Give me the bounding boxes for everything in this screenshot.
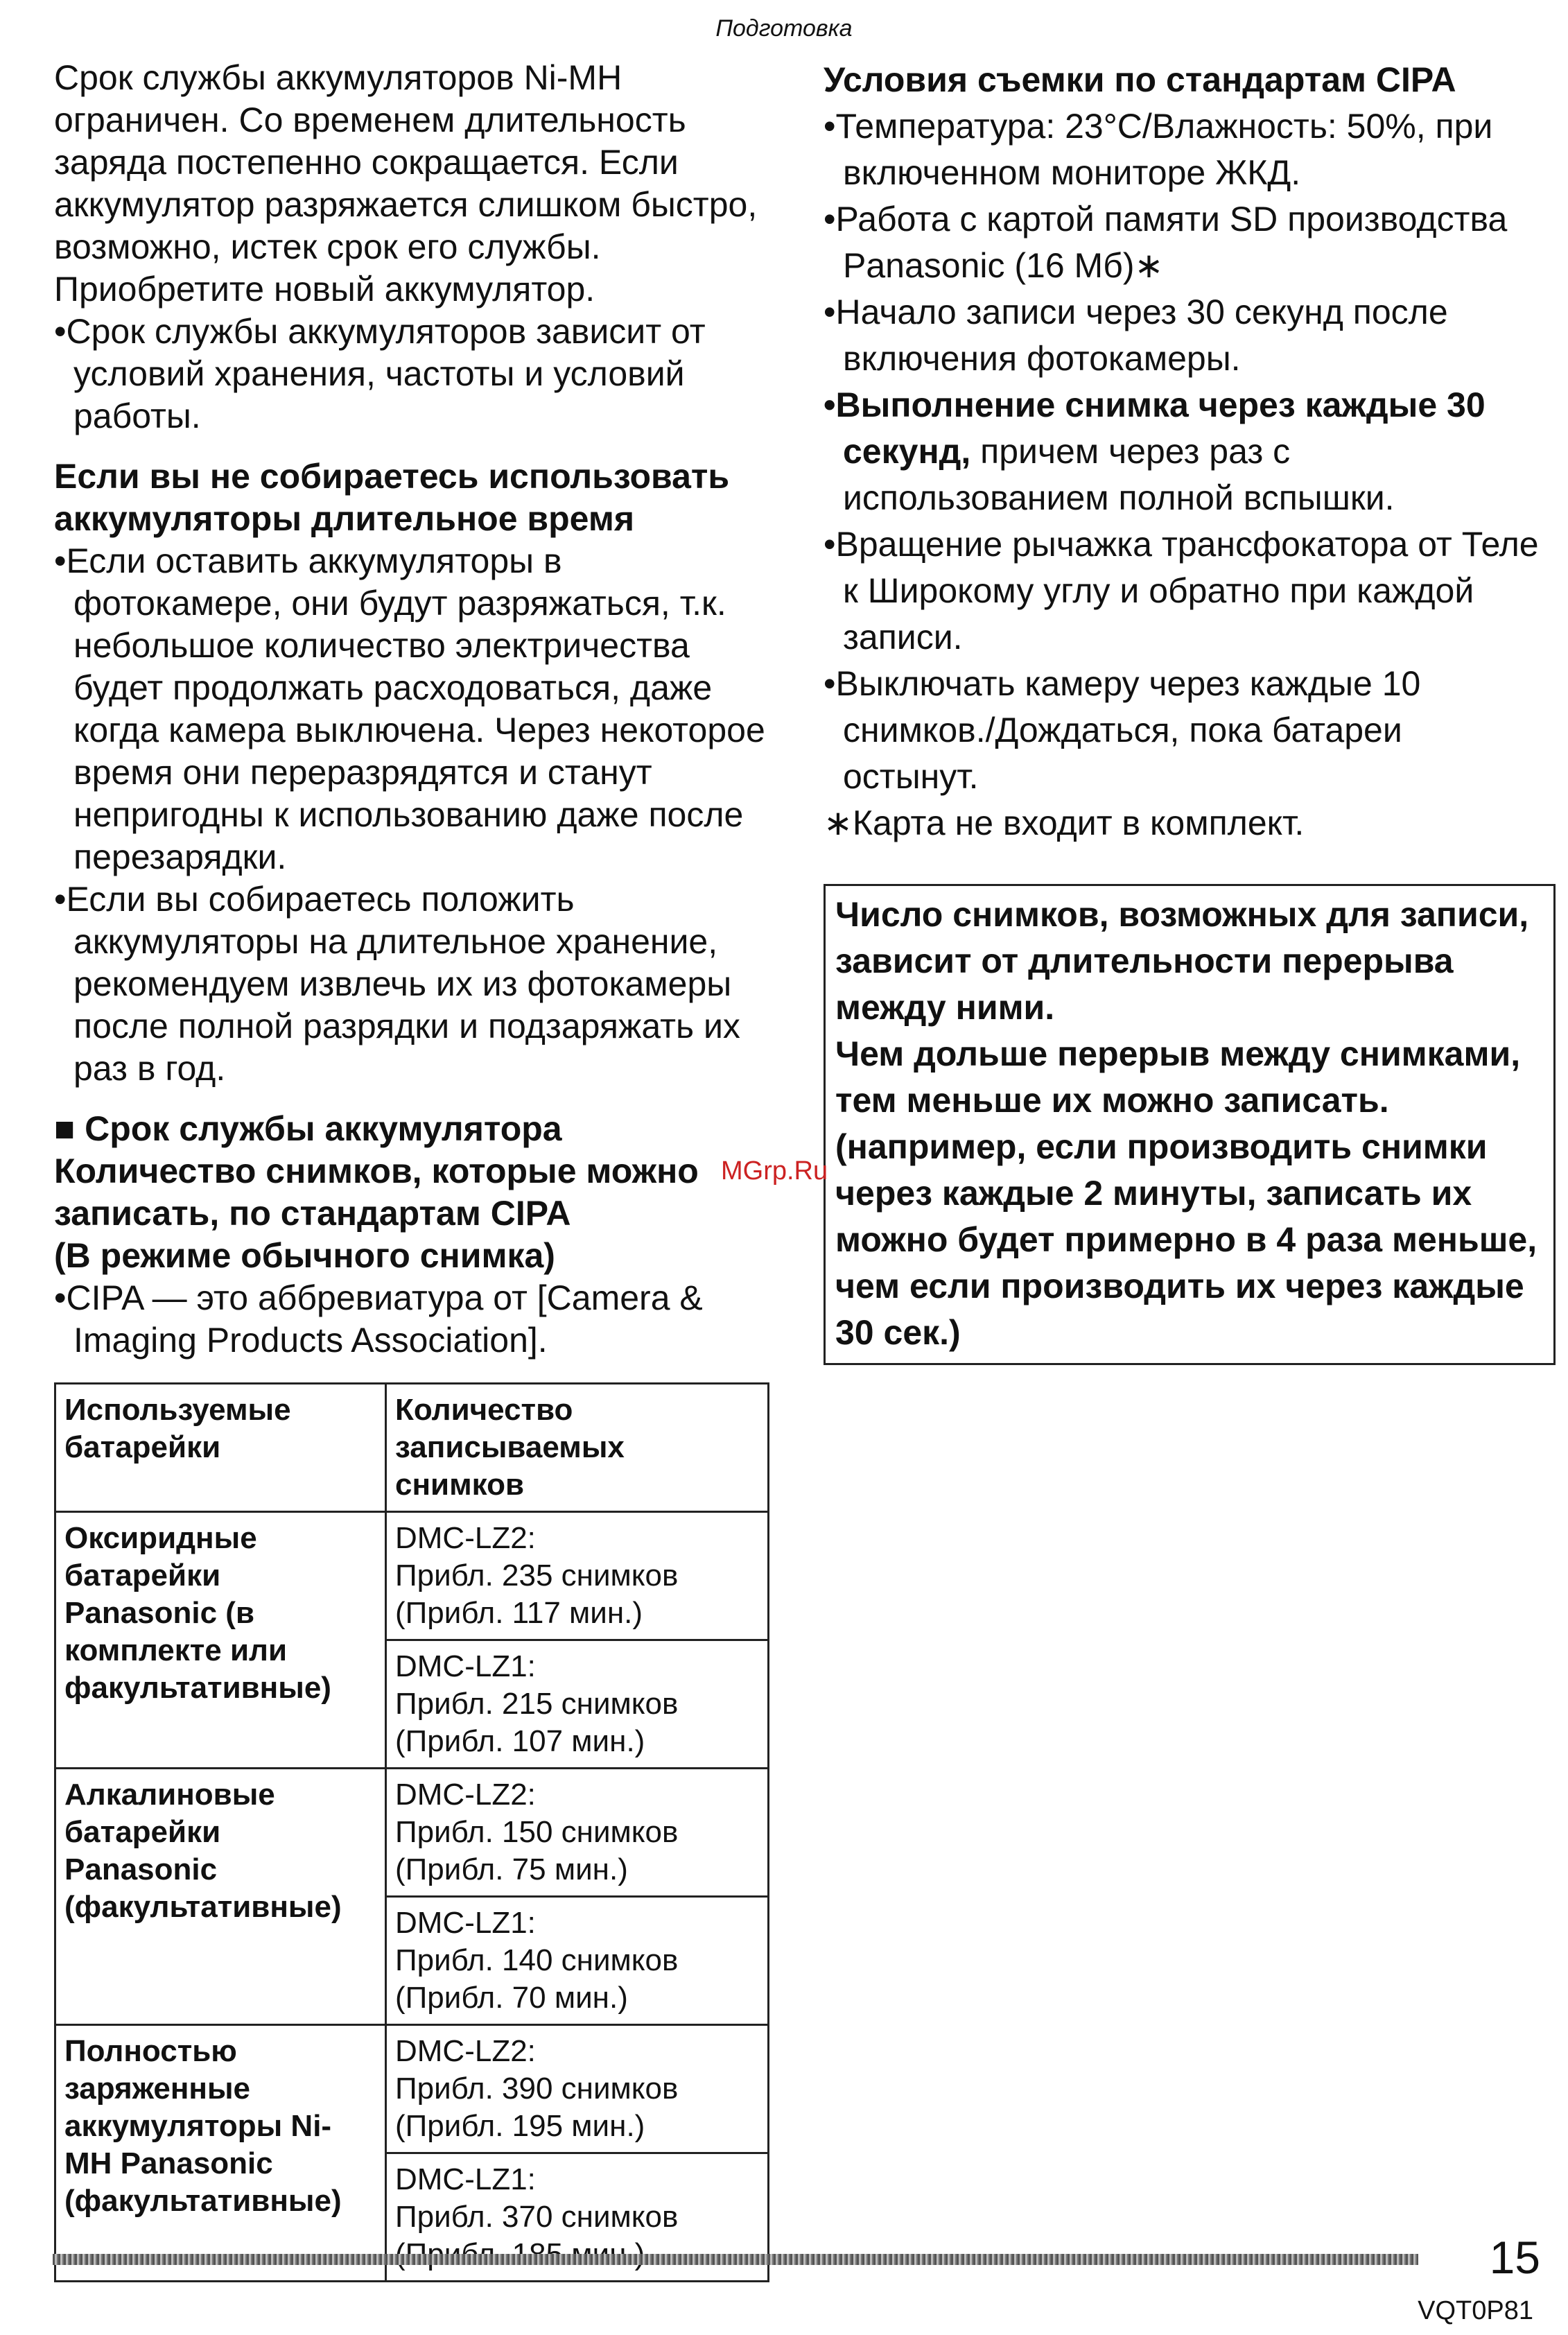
model-label: DMC-LZ1: xyxy=(395,1649,536,1683)
page-header: Подготовка xyxy=(715,15,853,42)
condition-interval-bold: •Выполнение снимка через каждые 30 секунд, xyxy=(824,385,1486,471)
shots-count: Прибл. 140 снимков xyxy=(395,1943,679,1977)
left-column xyxy=(54,57,775,2282)
shots-cell xyxy=(386,1769,769,1897)
footer-bar xyxy=(53,2254,1418,2265)
condition-interval xyxy=(824,382,1544,521)
condition-start: •Начало записи через 30 секунд после включения фотокамеры. xyxy=(824,293,1448,378)
condition-sd-card: •Работа с картой памяти SD производства Panasonic (16 Мб)∗ xyxy=(824,200,1508,285)
footnote-card: ∗Карта не входит в комплект. xyxy=(824,804,1305,842)
model-label: DMC-LZ1: xyxy=(395,2162,536,2196)
section-subtitle: Количество снимков, которые можно записать, по стандартам CIPA xyxy=(54,1152,699,1233)
shots-time: (Прибл. 117 мин.) xyxy=(395,1596,643,1630)
battery-type: Оксиридные батарейки Panasonic (в комплекте или факультативные) xyxy=(55,1512,386,1769)
shots-cell xyxy=(386,1897,769,2025)
cipa-conditions-heading: Условия съемки по стандартам CIPA xyxy=(824,60,1456,99)
note-paragraph-3: (например, если производить снимки через каждые 2 минуты, записать их можно будет примерно в 4 раза меньше, чем если производить их через каждые 30 сек.) xyxy=(835,1127,1537,1352)
table-row xyxy=(55,2025,769,2153)
shots-time: (Прибл. 75 мин.) xyxy=(395,1852,628,1886)
page-number: 15 xyxy=(1489,2232,1540,2283)
condition-temperature: •Температура: 23°C/Влажность: 50%, при включенном мониторе ЖКД. xyxy=(824,107,1493,192)
intro-paragraph: Срок службы аккумуляторов Ni-MH ограничен. Со временем длительность заряда постепенно сокращается. Если аккумулятор разряжается слишком быстро, возможно, истек срок его службы. Приобретите новый аккумулятор. xyxy=(54,58,758,309)
shots-time: (Прибл. 70 мин.) xyxy=(395,1981,628,2015)
shots-cell xyxy=(386,2025,769,2153)
page-code: VQT0P81 xyxy=(1418,2296,1533,2325)
bullet-discharge: •Если оставить аккумуляторы в фотокамере, они будут разряжаться, т.к. небольшое количество электричества будет продолжать расходоваться, даже когда камера выключена. Через некоторое время они переразрядятся и станут непригодны к использованию даже после перезарядки. xyxy=(54,541,765,876)
condition-zoom: •Вращение рычажка трансфокатора от Теле к Широкому углу и обратно при каждой записи. xyxy=(824,525,1539,657)
note-paragraph-1: Число снимков, возможных для записи, зависит от длительности перерыва между ними. xyxy=(835,895,1529,1027)
shots-count: Прибл. 390 снимков xyxy=(395,2072,679,2106)
table-header-row xyxy=(55,1384,769,1512)
shots-count: Прибл. 235 снимков xyxy=(395,1559,679,1592)
table-header-battery: Используемые батарейки xyxy=(55,1384,386,1512)
model-label: DMC-LZ2: xyxy=(395,2034,536,2068)
section-mode: (В режиме обычного снимка) xyxy=(54,1236,555,1275)
shots-time: (Прибл. 195 мин.) xyxy=(395,2109,645,2143)
right-column xyxy=(824,57,1544,847)
model-label: DMC-LZ2: xyxy=(395,1778,536,1812)
shots-count: Прибл. 370 снимков xyxy=(395,2200,679,2234)
interval-note-box xyxy=(824,884,1556,1365)
model-label: DMC-LZ1: xyxy=(395,1906,536,1940)
shots-cell xyxy=(386,1640,769,1769)
bullet-lifetime: •Срок службы аккумуляторов зависит от условий хранения, частоты и условий работы. xyxy=(54,312,706,435)
shots-cell xyxy=(386,1512,769,1640)
note-paragraph-2: Чем дольше перерыв между снимками, тем меньше их можно записать. xyxy=(835,1034,1521,1120)
section-title: ■ Срок службы аккумулятора xyxy=(54,1109,562,1148)
battery-table xyxy=(54,1382,769,2282)
shots-count: Прибл. 150 снимков xyxy=(395,1815,679,1849)
condition-power-off: •Выключать камеру через каждые 10 снимков./Дождаться, пока батареи остынут. xyxy=(824,664,1421,796)
battery-type: Полностью заряженные аккумуляторы Ni-MH Panasonic (факультативные) xyxy=(55,2025,386,2282)
bullet-storage: •Если вы собираетесь положить аккумуляторы на длительное хранение, рекомендуем извлечь их из фотокамеры после полной разрядки и подзаряжать их раз в год. xyxy=(54,880,740,1088)
shots-time: (Прибл. 107 мин.) xyxy=(395,1724,645,1758)
shots-count: Прибл. 215 снимков xyxy=(395,1687,679,1721)
table-header-shots: Количество записываемых снимков xyxy=(386,1384,769,1512)
heading-long-storage: Если вы не собираетесь использовать аккумуляторы длительное время xyxy=(54,457,730,538)
model-label: DMC-LZ2: xyxy=(395,1521,536,1555)
condition-interval-rest: причем через раз с использованием полной вспышки. xyxy=(843,432,1395,517)
battery-type: Алкалиновые батарейки Panasonic (факультативные) xyxy=(55,1769,386,2025)
table-row xyxy=(55,1512,769,1640)
cipa-note: •CIPA — это аббревиатура от [Camera & Imaging Products Association]. xyxy=(54,1278,703,1360)
watermark: MGrp.Ru xyxy=(721,1156,828,1186)
table-row xyxy=(55,1769,769,1897)
